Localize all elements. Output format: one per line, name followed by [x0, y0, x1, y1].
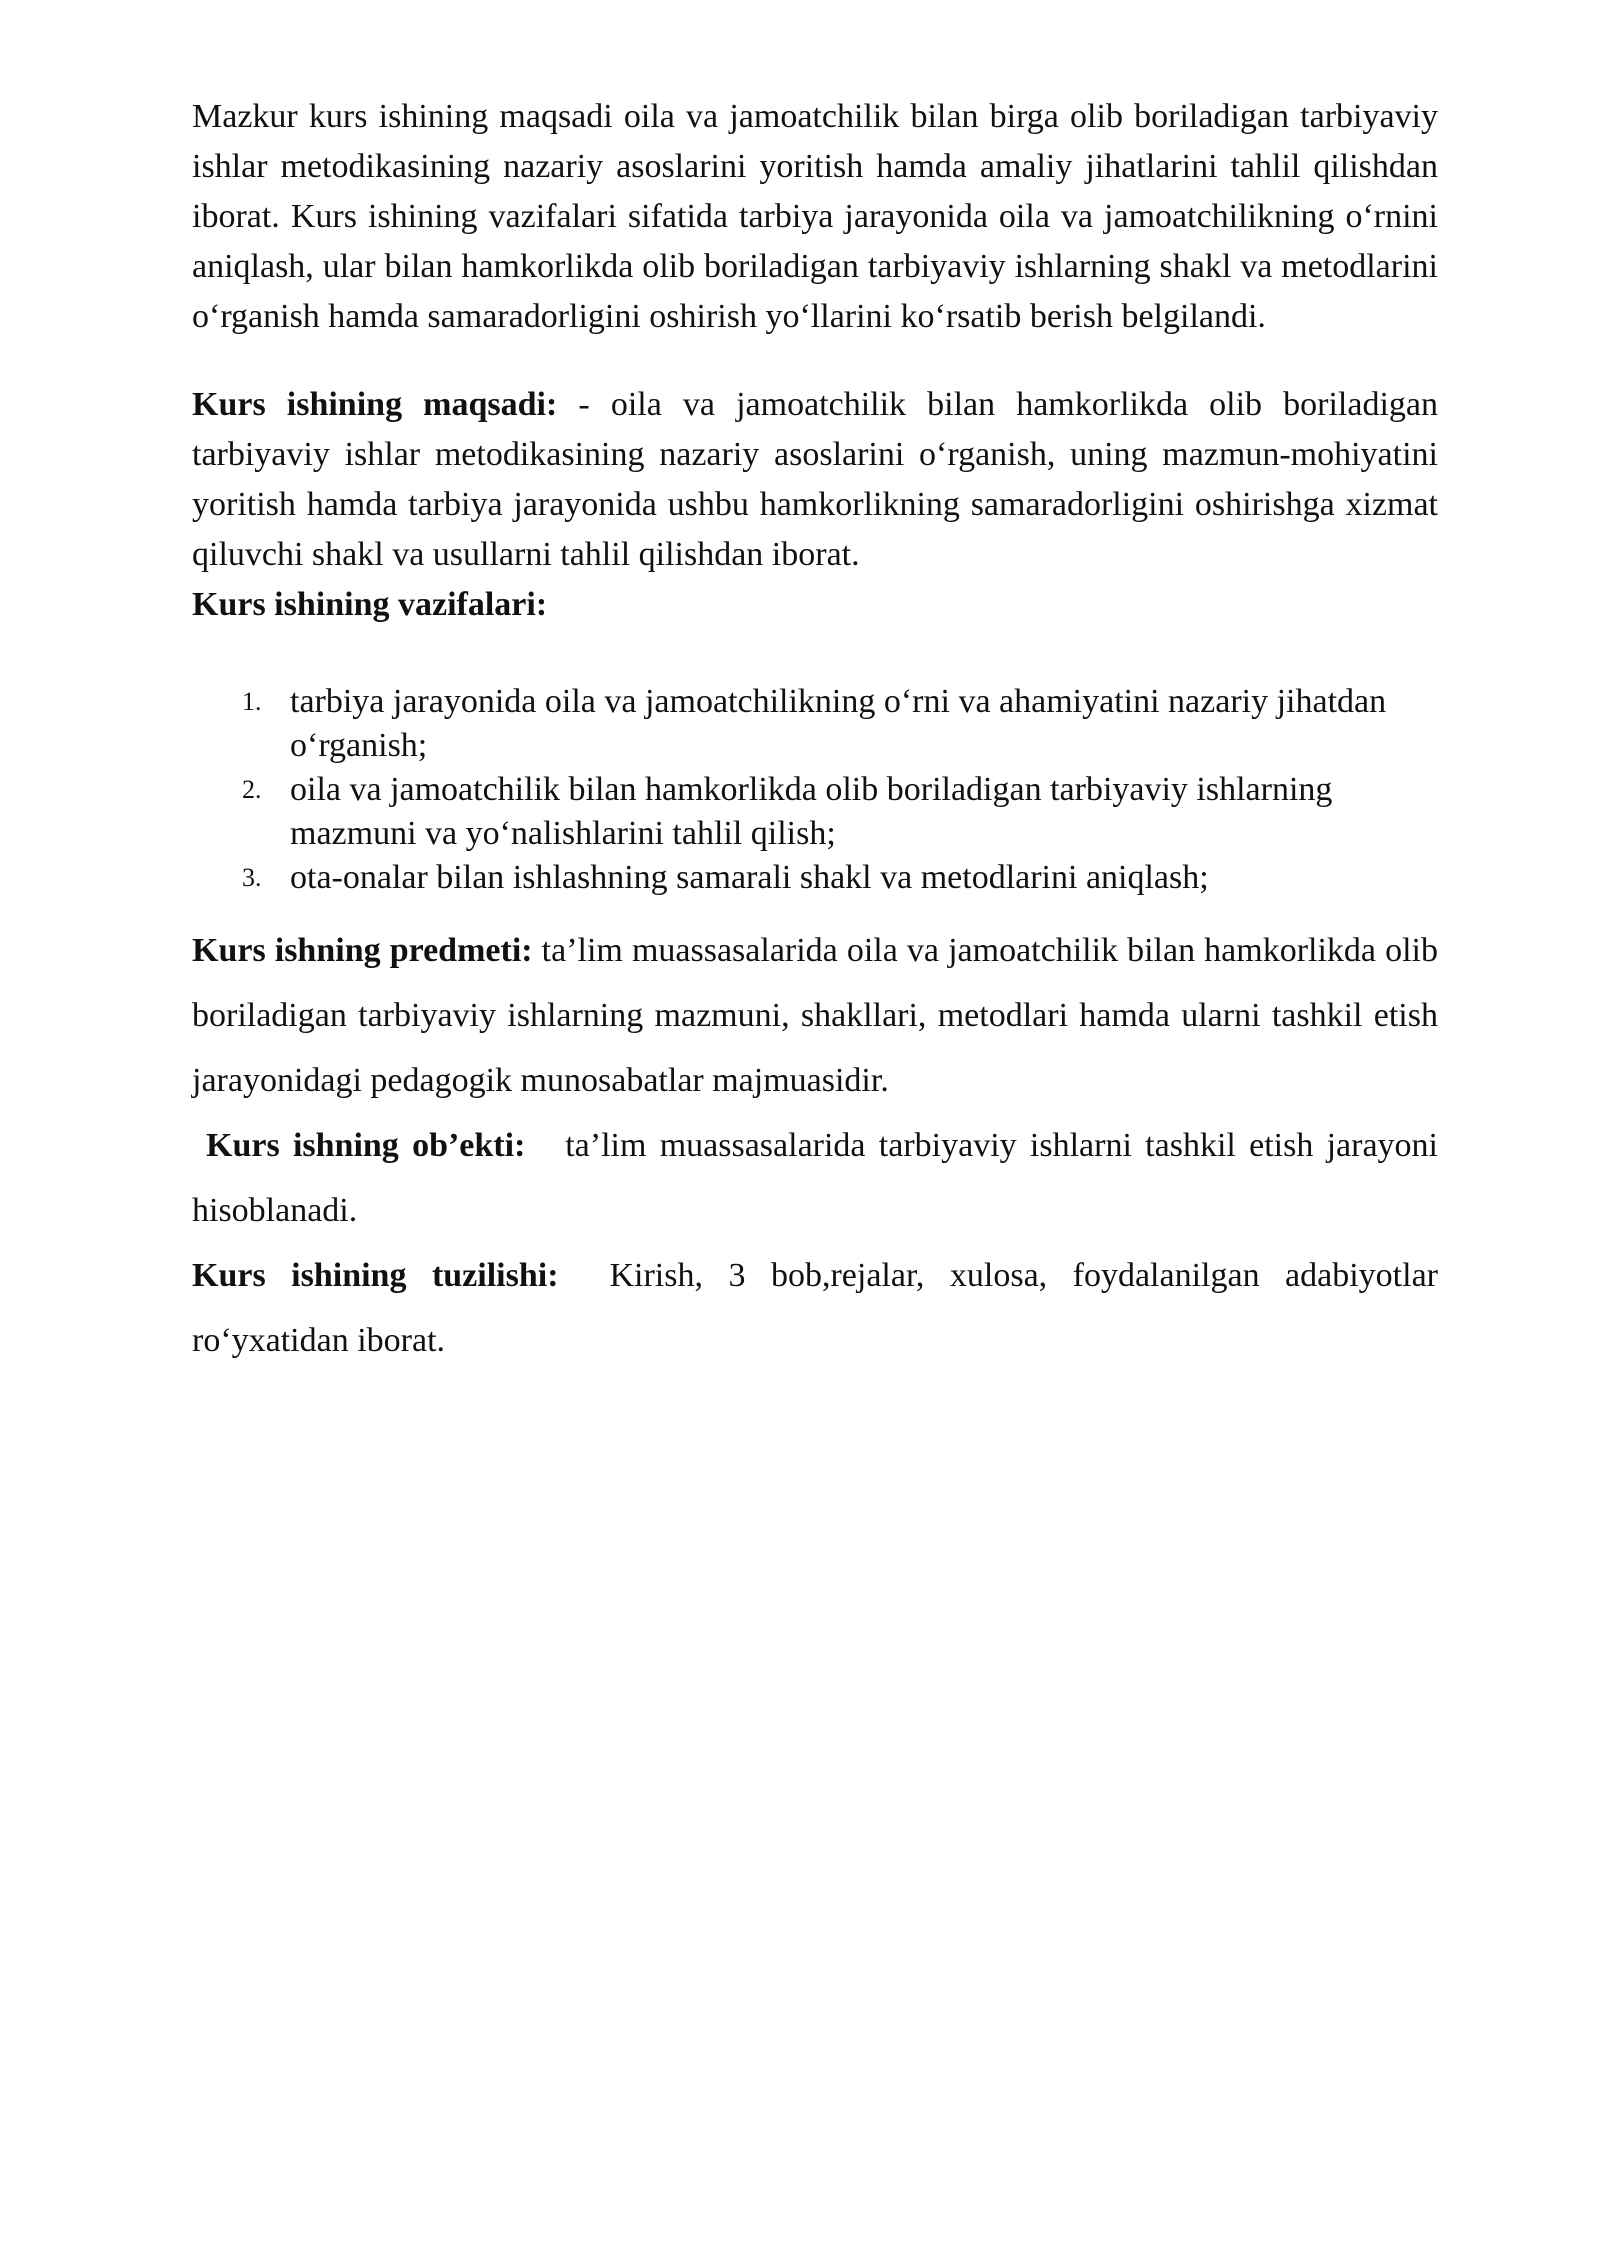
- list-item-text: oila va jamoatchilik bilan hamkorlikda olib boriladigan tarbiyaviy ishlarning mazmuni va yo‘nalishlarini tahlil qilish;: [290, 771, 1333, 852]
- subject-label: Kurs ishning predmeti:: [192, 932, 533, 969]
- document-page: [192, 92, 1447, 1373]
- list-item: [192, 856, 1438, 900]
- structure-paragraph: [192, 1243, 1447, 1373]
- object-label: Kurs ishning ob’ekti:: [206, 1127, 526, 1164]
- structure-label: Kurs ishining tuzilishi:: [192, 1257, 559, 1294]
- goal-label: Kurs ishining maqsadi:: [192, 386, 558, 423]
- object-text: ta’lim muassasalarida tarbiyaviy ishlarni tashkil etish jarayoni hisoblanadi.: [192, 1127, 1447, 1229]
- tasks-heading: [192, 580, 1438, 630]
- tasks-list: [192, 680, 1438, 900]
- goal-text: - oila va jamoatchilik bilan hamkorlikda olib boriladigan tarbiyaviy ishlar metodikasining nazariy asoslarini o‘rganish, uning mazmun-mohiyatini yoritish hamda tarbiya jarayonida ushbu hamkorlikning samaradorligini oshirishga xizmat qiluvchi shakl va usullarni tahlil qilishdan iborat.: [192, 386, 1438, 573]
- object-paragraph: [192, 1113, 1447, 1243]
- subject-text: ta’lim muassasalarida oila va jamoatchilik bilan hamkorlikda olib boriladigan tarbiyaviy ishlarning mazmuni, shakllari, metodlari hamda ularni tashkil etish jarayonidagi pedagogik munosabatlar majmuasidir.: [192, 932, 1438, 1099]
- list-item-text: ota-onalar bilan ishlashning samarali shakl va metodlarini aniqlash;: [290, 859, 1209, 896]
- goal-paragraph: [192, 380, 1438, 580]
- structure-text: Kirish, 3 bob,rejalar, xulosa, foydalanilgan adabiyotlar ro‘yxatidan iborat.: [192, 1257, 1447, 1359]
- list-item-text: tarbiya jarayonida oila va jamoatchilikning o‘rni va ahamiyatini nazariy jihatdan o‘rganish;: [290, 683, 1387, 764]
- list-item-number: 3.: [242, 863, 262, 892]
- list-item-number: 1.: [242, 687, 262, 716]
- list-item: [192, 768, 1438, 856]
- intro-paragraph: Mazkur kurs ishining maqsadi oila va jamoatchilik bilan birga olib boriladigan tarbiyaviy ishlar metodikasining nazariy asoslarini yoritish hamda amaliy jihatlarini tahlil qilishdan iborat. Kurs ishining vazifalari sifatida tarbiya jarayonida oila va jamoatchilikning o‘rnini aniqlash, ular bilan hamkorlikda olib boriladigan tarbiyaviy ishlarning shakl va metodlarini o‘rganish hamda samaradorligini oshirish yo‘llarini ko‘rsatib berish belgilandi.: [192, 98, 1438, 335]
- tasks-label: Kurs ishining vazifalari:: [192, 586, 548, 623]
- list-item-number: 2.: [242, 775, 262, 804]
- subject-paragraph: [192, 918, 1438, 1113]
- list-item: [192, 680, 1438, 768]
